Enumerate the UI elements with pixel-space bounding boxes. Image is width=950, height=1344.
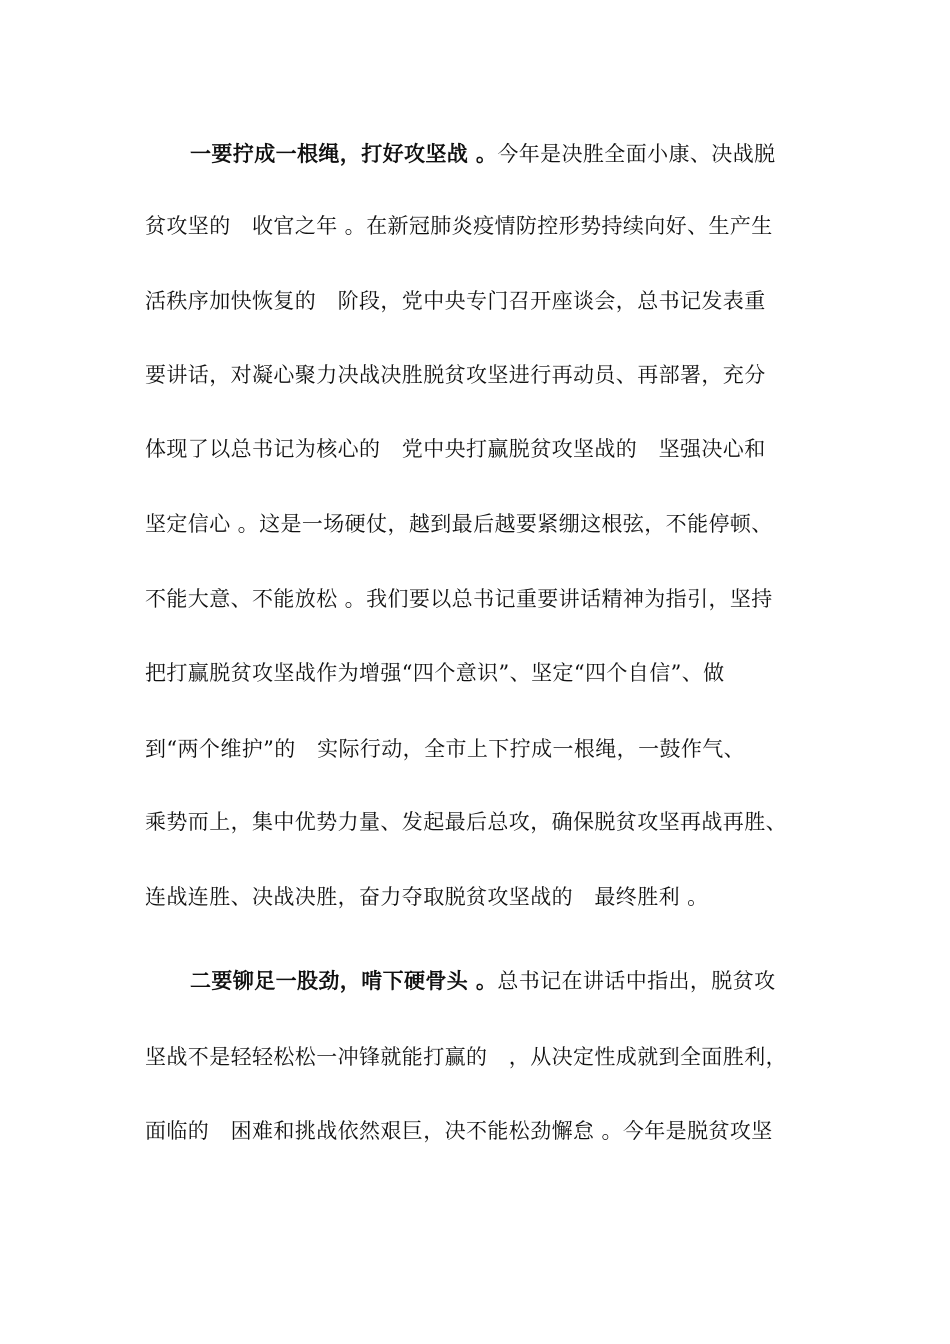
paragraph-1-line-1 <box>190 140 870 168</box>
paragraph-2-line-2: 坚战不是轻轻松松一冲锋就能打赢的 ，从决定性成就到全面胜利， <box>145 1045 787 1069</box>
paragraph-1-line-2: 贫攻坚的 收官之年 。在新冠肺炎疫情防控形势持续向好、生产生 <box>145 214 773 238</box>
paragraph-1-line-10: 乘势而上，集中优势力量、发起最后总攻，确保脱贫攻坚再战再胜、 <box>145 810 787 834</box>
paragraph-1-line-7: 不能大意、不能放松 。我们要以总书记重要讲话精神为指引，坚持 <box>145 587 773 611</box>
paragraph-2-line-1 <box>190 967 870 995</box>
paragraph-1-line-11: 连战连胜、决战决胜，奋力夺取脱贫攻坚战的 最终胜利 。 <box>145 885 709 909</box>
paragraph-2-text: 总书记在讲话中指出，脱贫攻 <box>497 969 776 993</box>
paragraph-1-line-9: 到“两个维护”的 实际行动，全市上下拧成一根绳，一鼓作气、 <box>145 737 746 761</box>
paragraph-1-line-8: 把打赢脱贫攻坚战作为增强“四个意识”、坚定“四个自信”、做 <box>145 661 725 685</box>
paragraph-1-text: 今年是决胜全面小康、决战脱 <box>497 142 776 166</box>
paragraph-2-line-3: 面临的 困难和挑战依然艰巨，决不能松劲懈怠 。今年是脱贫攻坚 <box>145 1119 773 1143</box>
paragraph-1-heading: 一要拧成一根绳，打好攻坚战 。 <box>190 142 498 166</box>
paragraph-1-line-6: 坚定信心 。这是一场硬仗，越到最后越要紧绷这根弦，不能停顿、 <box>145 512 773 536</box>
paragraph-1-line-3: 活秩序加快恢复的 阶段，党中央专门召开座谈会，总书记发表重 <box>145 289 766 313</box>
paragraph-2-heading: 二要铆足一股劲，啃下硬骨头 。 <box>190 969 498 993</box>
paragraph-1-line-4: 要讲话，对凝心聚力决战决胜脱贫攻坚进行再动员、再部署，充分 <box>145 363 766 387</box>
paragraph-1-line-5: 体现了以总书记为核心的 党中央打赢脱贫攻坚战的 坚强决心和 <box>145 437 766 461</box>
